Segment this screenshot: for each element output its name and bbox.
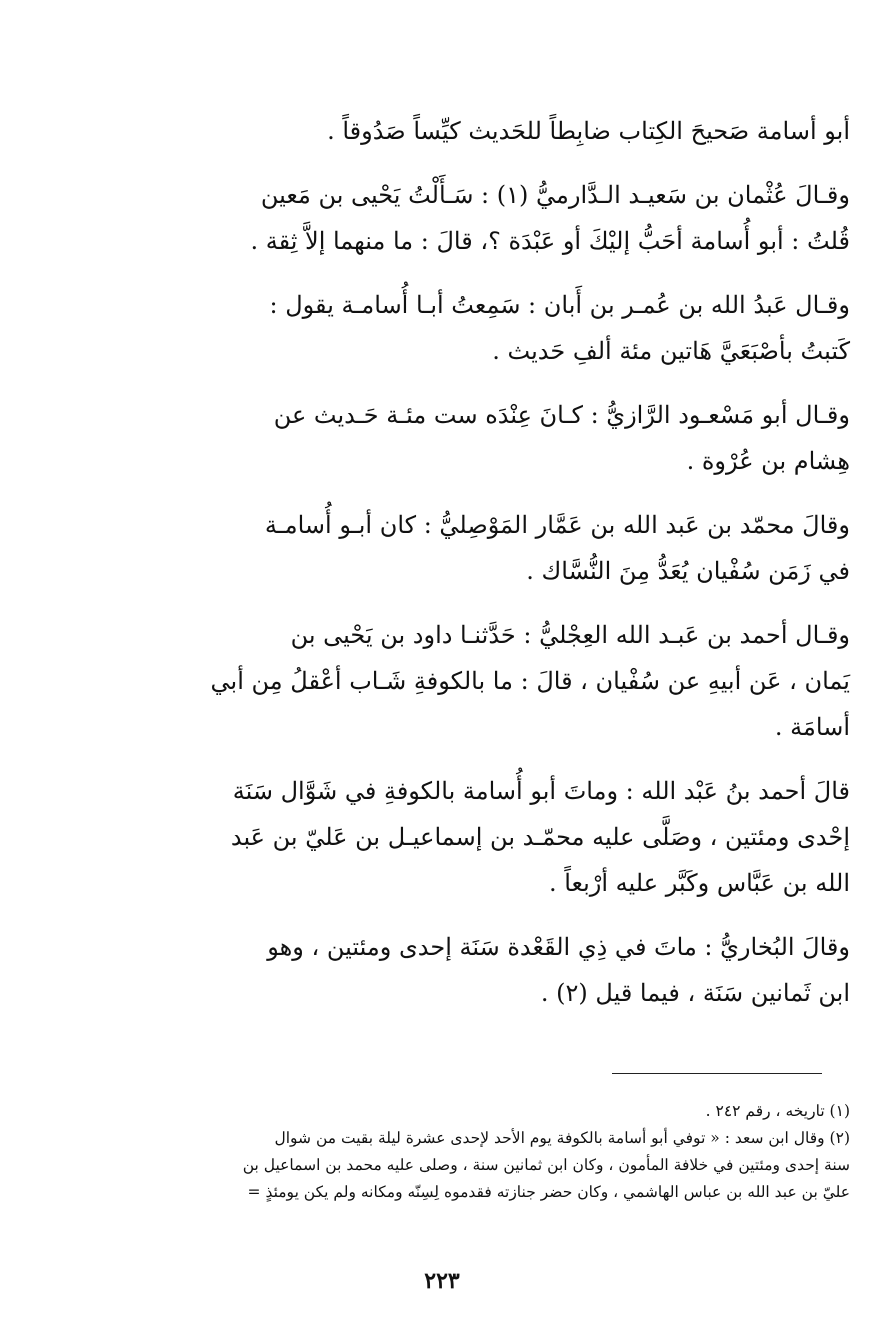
text-line: الله بن عَبَّاس وكَبَّر عليه أرْبعاً . xyxy=(548,869,850,897)
text-line: وقـال أحمد بن عَبـد الله العِجْليُّ : حَدَّثنـا داود بن يَحْيى بن xyxy=(290,621,850,649)
text-line: يَمان ، عَن أبيهِ عن سُفْيان ، قالَ : ما بالكوفةِ شَـاب أعْقلُ مِن أبي xyxy=(210,667,850,695)
text-line: وقالَ محمّد بن عَبد الله بن عَمَّار المَوْصِليُّ : كان أبـو أُسامـة xyxy=(264,511,850,539)
paragraph xyxy=(132,612,850,750)
text-line: هِشام بن عُرْوة . xyxy=(686,447,850,475)
footnote-divider xyxy=(612,1073,822,1074)
text-line: وقـالَ عُثْمان بن سَعيـد الـدَّارميُّ (١) : سَـأَلْتُ يَحْيى بن مَعين xyxy=(260,181,850,209)
text-line: ابن ثَمانين سَنَة ، فيما قيل (٢) . xyxy=(540,979,850,1007)
text-line: وقـال عَبدُ الله بن عُمـر بن أَبان : سَمِعتُ أبـا أُسامـة يقول : xyxy=(269,291,850,319)
footnotes xyxy=(132,1098,850,1206)
text-line: في زَمَن سُفْيان يُعَدُّ مِنَ النُّسَّاك . xyxy=(526,557,850,585)
text-line: أبو أسامة صَحيحَ الكِتاب ضابِطاً للحَديث كيِّساً صَدُوقاً . xyxy=(327,117,850,145)
text-line: قالَ أحمد بنُ عَبْد الله : وماتَ أبو أُسامة بالكوفةِ في شَوَّال سَنَة xyxy=(232,777,850,805)
text-line: وقـال أبو مَسْعـود الرَّازيُّ : كـانَ عِنْدَه ست مئـة حَـديث عن xyxy=(273,401,850,429)
text-line: أسامَة . xyxy=(774,713,850,741)
paragraph xyxy=(132,502,850,594)
paragraph xyxy=(132,108,850,154)
text-line: قُلتُ : أبو أُسامة أحَبُّ إليْكَ أو عَبْدَة ؟، قالَ : ما منهما إلاَّ ثِقة . xyxy=(250,227,850,255)
text-line: إحْدى ومئتين ، وصَلَّى عليه محمّـد بن إسماعيـل بن عَليّ بن عَبد xyxy=(230,823,850,851)
footnote-line: عليّ بن عبد الله بن عباس الهاشمي ، وكان حضر جنازته فقدموه لِسِنّه ومكانه ولم يكن يومئذٍ = xyxy=(247,1183,850,1201)
paragraph xyxy=(132,924,850,1016)
footnote-line: سنة إحدى ومئتين في خلافة المأمون ، وكان ابن ثمانين سنة ، وصلى عليه محمد بن اسماعيل بن xyxy=(242,1156,850,1174)
text-line: كَتبتُ بأصْبَعَيَّ هَاتين مئة ألفِ حَديث . xyxy=(492,337,850,365)
paragraph xyxy=(132,282,850,374)
paragraph xyxy=(132,172,850,264)
footnote-line: (٢) وقال ابن سعد : « توفي أبو أسامة بالكوفة يوم الأحد لإحدى عشرة ليلة بقيت من شوال xyxy=(274,1129,850,1147)
page-number: ٢٢٣ xyxy=(424,1268,460,1294)
paragraph xyxy=(132,392,850,484)
footnote-line: (١) تاريخه ، رقم ٢٤٢ . xyxy=(705,1102,850,1120)
paragraph xyxy=(132,768,850,906)
text-line: وقالَ البُخاريُّ : ماتَ في ذِي القَعْدة سَنَة إحدى ومئتين ، وهو xyxy=(267,933,850,961)
main-text xyxy=(132,108,850,1034)
